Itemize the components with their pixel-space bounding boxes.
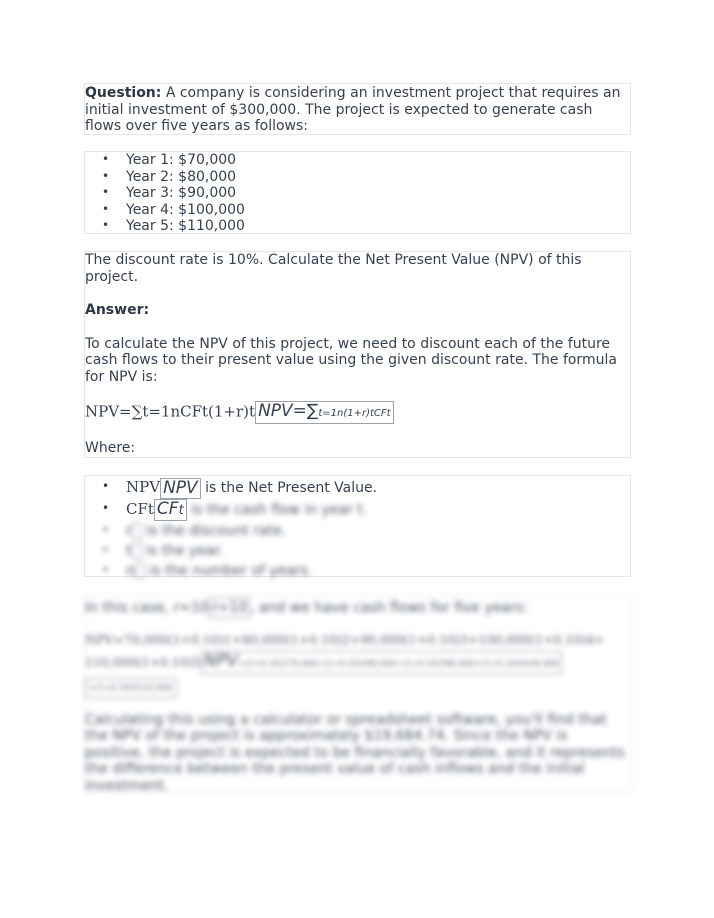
case-after: , and we have cash flows for five years: [250, 600, 528, 616]
list-item: • Year 1: $70,000 [85, 152, 630, 169]
calc-line-1: NPV=70,000(1+0.10)1+80,000(1+0.10)2+90,000(1+0.10)3+100,000(1+0.10)4+ [85, 632, 605, 647]
calc-line-2-plain: 110,000(1+0.10)5 [85, 654, 201, 669]
math-box [132, 543, 142, 559]
case-before: In this case, r=10 [85, 600, 209, 616]
def-math-sub: t [178, 502, 184, 518]
math-box [135, 563, 145, 579]
question-paragraph [85, 85, 630, 135]
def-plain: r [126, 522, 132, 539]
formula-sub: t=1n(1+r)tCFt [318, 408, 391, 419]
case-math: r=10 [209, 598, 250, 618]
formula-lhs: NPV=∑ [258, 401, 319, 421]
question-block [84, 83, 631, 135]
def-math-text: CF [156, 498, 179, 519]
def-math-text: NPV [163, 477, 198, 498]
answer-label: Answer: [85, 302, 150, 318]
list-item: • Year 2: $80,000 [85, 169, 630, 186]
calculation-block [84, 595, 631, 792]
definition-n [85, 561, 630, 581]
list-item: • Year 3: $90,000 [85, 185, 630, 202]
definitions-list [85, 477, 630, 581]
def-plain: CFt [126, 499, 154, 518]
def-math [160, 478, 201, 499]
npv-formula [85, 401, 630, 424]
cash-flow-list [85, 152, 630, 235]
answer-heading [85, 302, 630, 319]
explanation-text: To calculate the NPV of this project, we need to discount each of the future cash flows to their present value using the given discount rate. The formula for NPV is: [85, 335, 617, 385]
calc-line-3-math: +(1+0.10)5110,000 [85, 678, 177, 698]
formula-rendered [255, 401, 394, 424]
def-plain: NPV [126, 478, 161, 496]
calc-math-small: =(1+0.10)170,000+(1+0.10)280,000+(1+0.10)390,000+(1+0.10)4100,000 [238, 658, 559, 668]
case-text [85, 598, 630, 618]
def-text: is the discount rate. [141, 522, 287, 539]
def-text: is the cash flow in year t. [186, 501, 368, 518]
calc-math-npv: NPV [203, 650, 239, 671]
def-plain: t [126, 542, 132, 559]
math-box [132, 523, 142, 539]
calc-line-2 [85, 651, 630, 674]
list-item: • Year 4: $100,000 [85, 202, 630, 219]
list-item: • Year 5: $110,000 [85, 218, 630, 235]
cash-flow-list-block [84, 151, 631, 234]
def-math [154, 499, 187, 521]
calc-line-2-math [201, 651, 562, 674]
answer-block [84, 251, 631, 458]
def-text: is the Net Present Value. [200, 480, 378, 496]
formula-plain: NPV=∑t=1nCFt(1+r)t [85, 402, 256, 421]
calc-line-3 [85, 678, 630, 698]
definition-t [85, 541, 630, 561]
conclusion-text: Calculating this using a calculator or spreadsheet software, you'll find that the NPV of the project is approximately $19,684.74. Since the NPV is positive, the project is expected to be financially favorable, and it represents the difference between the present value of cash inflows and the initial investment. [85, 711, 625, 794]
def-plain: n [126, 562, 135, 579]
question-text: A company is considering an investment project that requires an initial investment of $300,000. The project is expected to generate cash flows over five years as follows: [85, 85, 621, 134]
def-text: is the year. [141, 542, 224, 559]
definition-npv [85, 477, 630, 499]
definitions-block [84, 475, 631, 577]
def-text: is the number of years. [144, 562, 313, 579]
definition-cf [85, 499, 630, 521]
where-label: Where: [85, 440, 136, 456]
question-label: Question: [85, 85, 162, 101]
prompt-text: The discount rate is 10%. Calculate the Net Present Value (NPV) of this project. [85, 252, 582, 285]
definition-r [85, 521, 630, 541]
